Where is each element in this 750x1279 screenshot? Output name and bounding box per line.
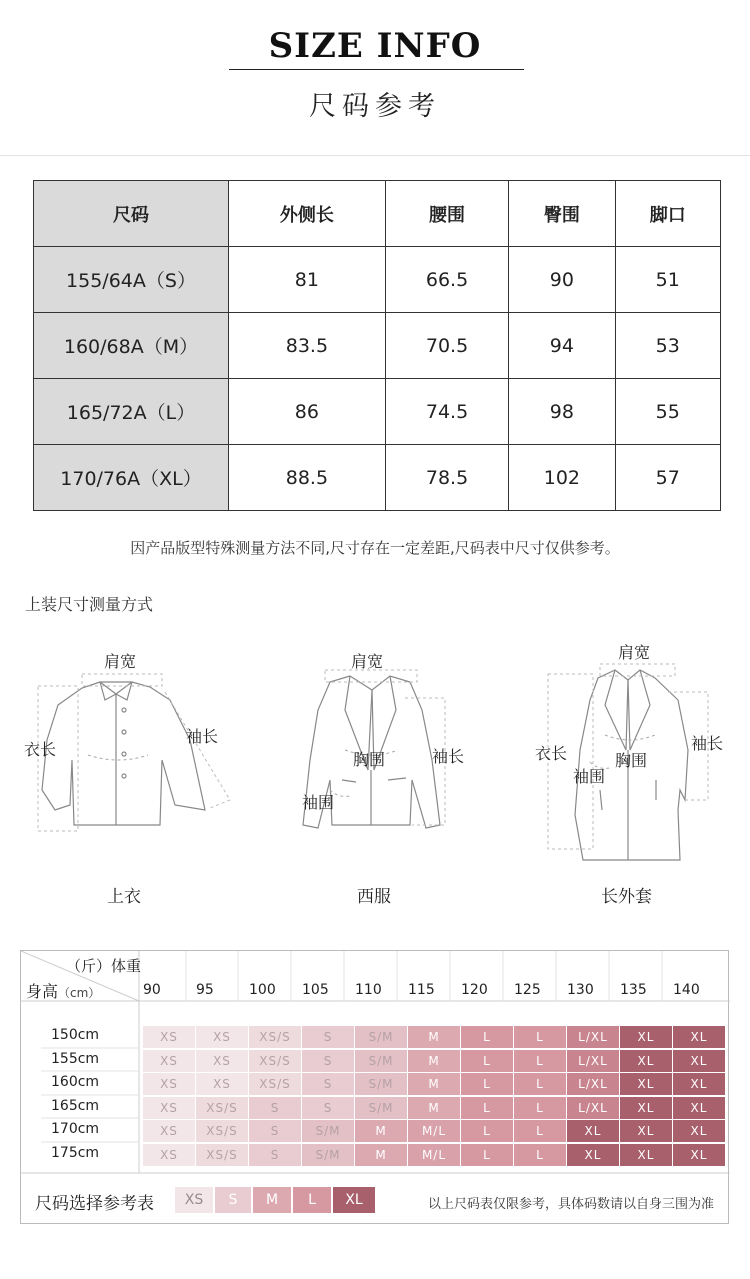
size-chart-cell: XL [673, 1144, 725, 1166]
value-cell: 74.5 [385, 379, 508, 445]
size-chart-cell: S/M [355, 1097, 407, 1119]
size-chart-cell: M/L [408, 1120, 460, 1142]
size-chart-cell: XL [620, 1144, 672, 1166]
size-table-header: 外侧长 [229, 181, 386, 247]
suit-cuff-label: 袖围 [302, 793, 335, 812]
value-cell: 98 [509, 379, 615, 445]
value-cell: 102 [509, 445, 615, 511]
size-table-header: 脚口 [615, 181, 721, 247]
size-chart-cell: S/M [355, 1073, 407, 1095]
height-label: 155cm [51, 1050, 100, 1067]
size-chart-cell: L/XL [567, 1050, 619, 1072]
size-chart-cell: XS [196, 1026, 248, 1048]
value-cell: 78.5 [385, 445, 508, 511]
value-cell: 81 [229, 247, 386, 313]
size-chart-cell: XS/S [196, 1097, 248, 1119]
size-chart-cell: S/M [302, 1144, 354, 1166]
size-chart-cell: L [461, 1026, 513, 1048]
size-chart-cell: S/M [302, 1120, 354, 1142]
weight-label: 110 [355, 982, 382, 998]
table-row [34, 379, 721, 445]
size-chart-cell: L [514, 1097, 566, 1119]
size-chart-cell: S/M [355, 1026, 407, 1048]
size-chart-cell: XL [620, 1073, 672, 1095]
size-chart-cell: XS [143, 1050, 195, 1072]
size-chart-cell: XS/S [196, 1144, 248, 1166]
size-chart-cell: XS/S [196, 1120, 248, 1142]
size-chart-cell: XL [620, 1050, 672, 1072]
size-chart-cell: L [461, 1073, 513, 1095]
coat-sleeve-label: 袖长 [691, 734, 724, 753]
weight-label: 115 [408, 982, 435, 998]
size-chart-cell: L/XL [567, 1073, 619, 1095]
table-row [34, 445, 721, 511]
legend-swatch: S [215, 1187, 251, 1213]
weight-label: 105 [302, 982, 329, 998]
shirt-shoulder-label: 肩宽 [104, 652, 137, 671]
suit-shoulder-label: 肩宽 [351, 652, 384, 671]
suit-caption: 西服 [357, 887, 391, 907]
size-cell: 155/64A（S） [34, 247, 229, 313]
title-underline [229, 69, 524, 70]
height-label: 170cm [51, 1121, 100, 1137]
size-chart-cell: S [249, 1097, 301, 1119]
size-selection-chart [20, 950, 729, 1224]
height-axis-unit: （cm） [58, 986, 101, 1000]
size-chart-cell: L [514, 1026, 566, 1048]
value-cell: 53 [615, 313, 721, 379]
size-chart-cell: L/XL [567, 1097, 619, 1119]
measure-section-title: 上装尺寸测量方式 [25, 595, 154, 614]
size-chart-cell: S/M [355, 1050, 407, 1072]
size-chart-cell: XL [567, 1120, 619, 1142]
size-chart-cell: S [249, 1120, 301, 1142]
size-chart-cell: XL [620, 1097, 672, 1119]
size-chart-cell: XL [567, 1144, 619, 1166]
size-chart-cell: L/XL [567, 1026, 619, 1048]
value-cell: 86 [229, 379, 386, 445]
size-table-header: 腰围 [385, 181, 508, 247]
size-cell: 170/76A（XL） [34, 445, 229, 511]
value-cell: 90 [509, 247, 615, 313]
size-chart-cell: XS/S [249, 1026, 301, 1048]
suit-chest-label: 胸围 [353, 750, 386, 769]
weight-label: 100 [249, 982, 276, 998]
size-chart-cell: M [408, 1073, 460, 1095]
shirt-caption: 上衣 [107, 887, 141, 907]
table-row [34, 313, 721, 379]
size-chart-cell: S [302, 1073, 354, 1095]
value-cell: 70.5 [385, 313, 508, 379]
value-cell: 55 [615, 379, 721, 445]
size-chart-cell: XL [673, 1097, 725, 1119]
divider [0, 155, 750, 156]
size-chart-cell: S [302, 1097, 354, 1119]
weight-label: 130 [567, 982, 594, 998]
legend-swatch: M [253, 1187, 291, 1213]
height-axis-label [26, 979, 100, 1002]
size-note: 因产品版型特殊测量方法不同,尺寸存在一定差距,尺码表中尺寸仅供参考。 [130, 539, 620, 557]
size-table-header: 臀围 [509, 181, 615, 247]
size-table-header-row [34, 181, 721, 247]
weight-label: 120 [461, 982, 488, 998]
value-cell: 51 [615, 247, 721, 313]
size-chart-cell: XS [143, 1073, 195, 1095]
table-row [34, 247, 721, 313]
height-label: 165cm [51, 1097, 100, 1114]
legend-swatch: XS [175, 1187, 213, 1213]
size-chart-cell: XL [673, 1120, 725, 1142]
size-chart-cell: XL [620, 1120, 672, 1142]
size-chart-cell: M/L [408, 1144, 460, 1166]
size-cell: 165/72A（L） [34, 379, 229, 445]
size-chart-cell: L [461, 1050, 513, 1072]
size-chart-cell: XL [620, 1026, 672, 1048]
size-chart-cell: M [355, 1144, 407, 1166]
coat-length-label: 衣长 [535, 744, 568, 763]
size-chart-cell: XL [673, 1073, 725, 1095]
value-cell: 94 [509, 313, 615, 379]
coat-shoulder-label: 肩宽 [618, 643, 651, 662]
size-chart-cell: S [249, 1144, 301, 1166]
legend-swatch: XL [333, 1187, 375, 1213]
value-cell: 83.5 [229, 313, 386, 379]
value-cell: 66.5 [385, 247, 508, 313]
coat-cuff-label: 袖围 [573, 767, 606, 786]
weight-label: 125 [514, 982, 541, 998]
measurement-diagrams [0, 630, 750, 910]
size-chart-cell: S [302, 1026, 354, 1048]
height-label: 175cm [51, 1144, 100, 1161]
size-chart-cell: L [514, 1120, 566, 1142]
size-chart-cell: L [461, 1097, 513, 1119]
weight-axis-label: （斤）体重 [66, 957, 142, 975]
size-chart-cell: XS [143, 1144, 195, 1166]
weight-label: 90 [143, 982, 161, 998]
shirt-sleeve-label: 袖长 [186, 727, 219, 746]
shirt-length-label: 衣长 [24, 740, 57, 759]
legend-title: 尺码选择参考表 [35, 1194, 154, 1214]
value-cell: 57 [615, 445, 721, 511]
size-chart-cell: XS [143, 1097, 195, 1119]
size-chart-cell: XL [673, 1050, 725, 1072]
weight-label: 140 [673, 982, 700, 998]
page-title: SIZE INFO [268, 26, 482, 66]
size-table-header: 尺码 [34, 181, 229, 247]
height-axis-text: 身高 [26, 982, 59, 1001]
coat-caption: 长外套 [601, 887, 652, 907]
size-chart-cell: XS [143, 1120, 195, 1142]
legend-swatch: L [293, 1187, 331, 1213]
size-cell: 160/68A（M） [34, 313, 229, 379]
size-table [33, 180, 721, 511]
size-chart-cell: L [461, 1144, 513, 1166]
size-chart-cell: XS/S [249, 1073, 301, 1095]
size-chart-cell: XL [673, 1026, 725, 1048]
legend-note: 以上尺码表仅限参考，具体码数请以自身三围为准 [427, 1197, 714, 1212]
weight-label: 135 [620, 982, 647, 998]
size-chart-cell: XS [196, 1050, 248, 1072]
size-chart-cell: L [514, 1073, 566, 1095]
height-label: 160cm [51, 1074, 100, 1090]
size-chart-cell: M [408, 1026, 460, 1048]
size-chart-cell: L [461, 1120, 513, 1142]
shirt-illustration [42, 682, 205, 825]
value-cell: 88.5 [229, 445, 386, 511]
page-subtitle: 尺码参考 [309, 91, 441, 122]
height-label: 150cm [51, 1027, 100, 1043]
coat-chest-label: 胸围 [615, 751, 648, 770]
size-chart-cell: M [408, 1050, 460, 1072]
size-chart-cell: L [514, 1144, 566, 1166]
size-chart-cell: XS [143, 1026, 195, 1048]
size-chart-cell: M [355, 1120, 407, 1142]
size-chart-cell: XS/S [249, 1050, 301, 1072]
size-chart-cell: S [302, 1050, 354, 1072]
size-chart-cell: M [408, 1097, 460, 1119]
suit-sleeve-label: 袖长 [432, 747, 465, 766]
size-chart-cell: XS [196, 1073, 248, 1095]
size-chart-cell: L [514, 1050, 566, 1072]
weight-label: 95 [196, 982, 214, 998]
